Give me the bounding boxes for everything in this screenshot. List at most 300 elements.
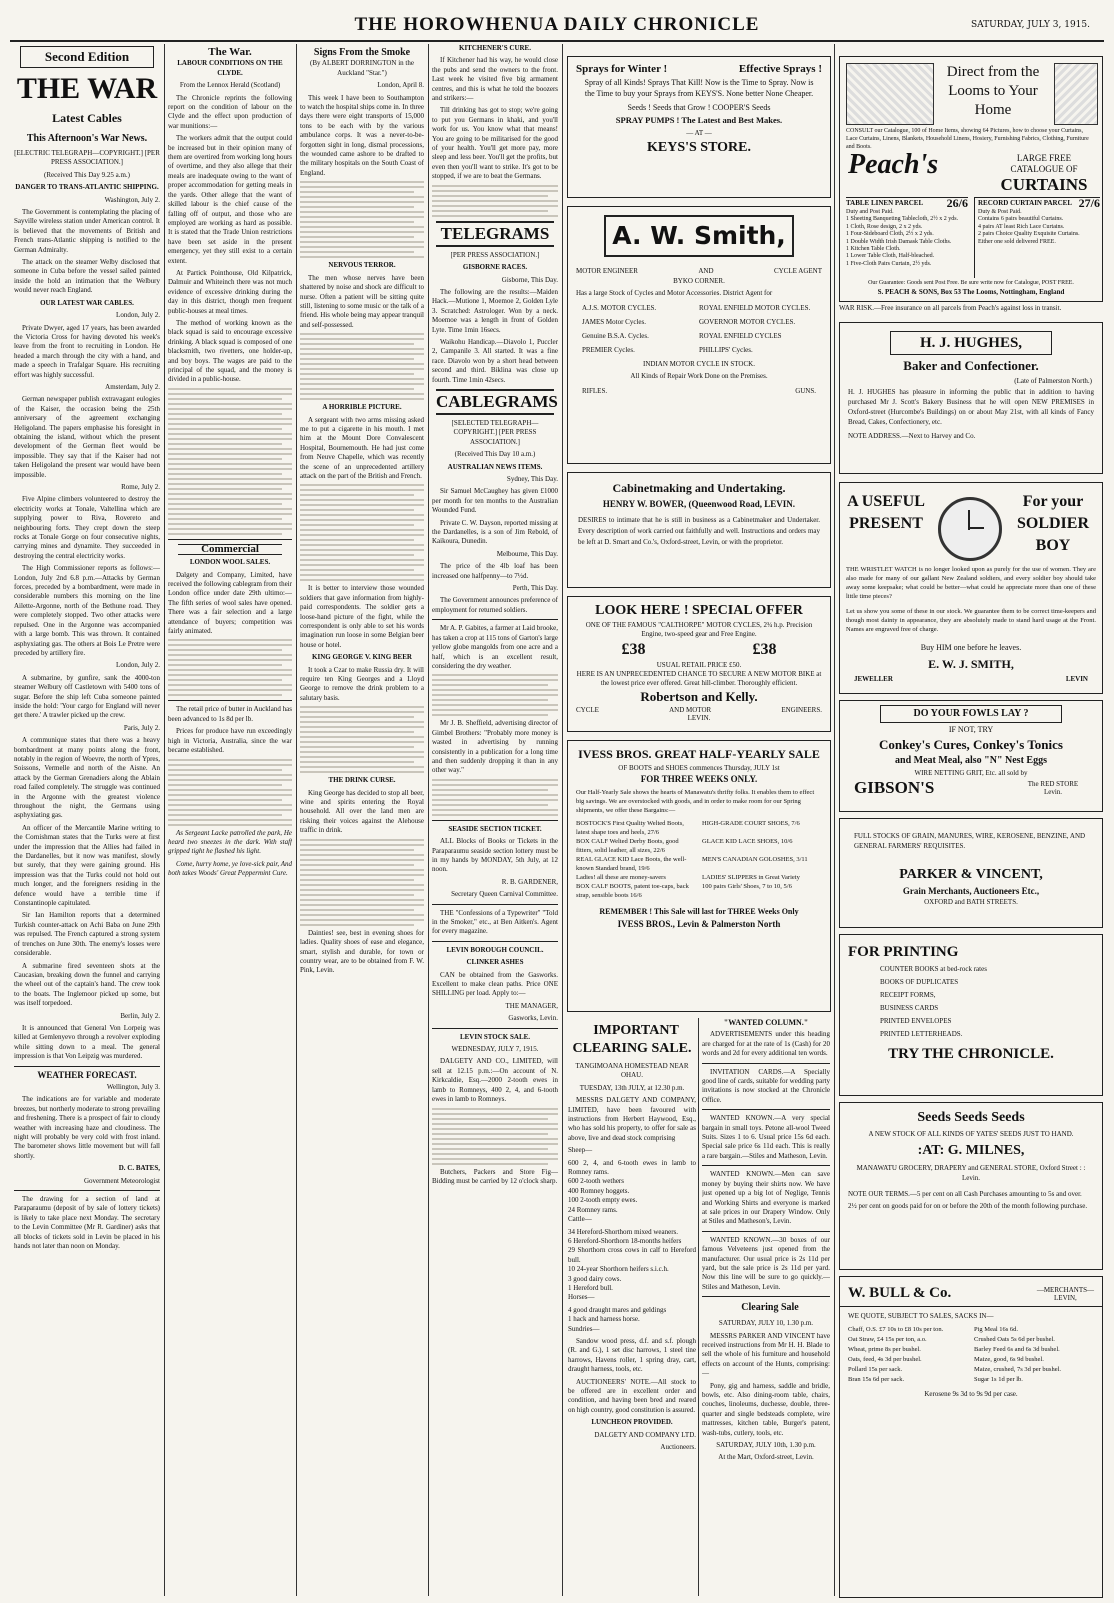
sale-location: At the Mart, Oxford-street, Levin. [718, 1453, 814, 1462]
received-time: (Received This Day 9.25 a.m.) [44, 170, 130, 179]
sale-date: SATURDAY, JULY 10th, 1.30 p.m. [716, 1441, 816, 1450]
latest-cables-heading: Latest Cables [52, 111, 122, 125]
divider [432, 820, 558, 821]
ad-text: RIFLES. [582, 387, 608, 395]
ad-text: WE QUOTE, SUBJECT TO SALES, SACKS IN— [848, 1312, 994, 1320]
ad-look-here-special [567, 596, 831, 732]
ad-heading: Effective Sprays ! [738, 63, 822, 75]
article-paragraph: The Government is contemplating the placing of Sayville wireless station under American control. It is believed that the movements of British and French trans-Atlantic shipping is notified to the German Admiralty. [14, 208, 160, 254]
stock-list [568, 1228, 696, 1294]
ad-heading: For your SOLDIER BOY [1016, 493, 1090, 554]
weather-heading: WEATHER FORECAST. [37, 1069, 137, 1080]
column-telegrams [432, 44, 558, 1596]
ad-heading: Direct from the Looms to Your Home [946, 64, 1040, 118]
ad-heading: IVESS BROS. GREAT HALF-YEARLY SALE [578, 747, 820, 761]
dateline: London, July 2. [116, 661, 160, 670]
list-item: GOVERNOR MOTOR CYCLES. [699, 318, 796, 326]
filler-text [168, 639, 292, 696]
category-label: Cattle— [568, 1215, 592, 1224]
notice-body: Butchers, Packers and Store Fig—Bidding must be carried by 12 o'clock sharp. [432, 1167, 558, 1185]
article-paragraph: The attack on the steamer Welby disclosed that someone in Cuba before the vessel sailed painted inside the hold an intimation that the Welbury would never reach England. [14, 258, 160, 295]
business-name: IVESS BROS., Levin & Palmerston North [617, 919, 781, 929]
ad-text: NOTE ADDRESS.—Next to Harvey and Co. [848, 432, 976, 440]
ad-text: MANAWATU GROCERY, DRAPERY and GENERAL STORE, Oxford Street : : Levin. [856, 1164, 1086, 1182]
sale-date: WEDNESDAY, JULY 7, 1915. [451, 1045, 539, 1054]
table-cell: BOX CALF Welted Derby Boots, good fitters, solid leather, all sizes, 22/6 [576, 838, 679, 854]
table-cell: Oats, feed, 4s 3d per bushel. [848, 1356, 922, 1363]
section-heading: GISBORNE RACES. [462, 263, 528, 272]
figure-illustration [1054, 63, 1098, 125]
list-item: 4 pairs AT least Rich Lace Curtains. [978, 223, 1065, 230]
signature-role: Secretary Queen Carnival Committee. [451, 890, 558, 899]
ad-body: FULL STOCKS OF GRAIN, MANURES, WIRE, KEROSENE, BENZINE, AND GENERAL FARMERS' REQUISITES. [854, 832, 1086, 850]
divider [14, 1066, 160, 1067]
list-item: RECEIPT FORMS, [880, 991, 936, 999]
ad-heading: Cabinetmaking and Undertaking. [612, 481, 786, 495]
ad-text: LEVIN, [1054, 1293, 1077, 1302]
article-paragraph: Private Dwyer, aged 17 years, has been awarded the Victoria Cross for having devoted his week's leave from the front to recruiting in London. He headed a march through the city with a hand, and made a speech in Trafalgar Square. His recruiting effort was highly successful. [14, 323, 160, 379]
credit-line: [PER PRESS ASSOCIATION.] [450, 250, 540, 259]
stock-list [568, 1159, 696, 1215]
section-heading: Clearing Sale [741, 1302, 799, 1314]
table-row [576, 837, 822, 855]
section-heading: A HORRIBLE PICTURE. [322, 403, 402, 412]
verse: Come, hurry home, ye love-sick pair, And both takes Woods' Great Peppermint Cure. [168, 859, 292, 878]
parcel-title: TABLE LINEN PARCEL [846, 199, 924, 207]
article-paragraph: Mr J. B. Sheffield, advertising director of Gimbel Brothers: "Probably more money is wasted in advertising by running consistently in a publication for a long time and then suddenly dropping it than in any other way." [432, 719, 558, 775]
dateline: Paris, July 2. [123, 723, 160, 732]
telegrams-banner: TELEGRAMS [436, 221, 554, 247]
article-paragraph: Private C. W. Dayson, reported missing at the Dardanelles, is a son of Jim Rebold, of Kaikoura, Dunedin. [432, 518, 558, 546]
business-name: HENRY W. BOWER, (Queenwood Road, LEVIN. [602, 499, 796, 509]
sale-date: SATURDAY, JULY 10, 1.30 p.m. [718, 1319, 814, 1328]
table-cell: Maize, crushed, 7s 3d per bushel. [974, 1366, 1062, 1373]
table-cell: Wheat, prime 8s per bushel. [848, 1346, 921, 1353]
section-heading: LABOUR CONDITIONS ON THE CLYDE. [177, 59, 283, 77]
masthead [0, 0, 1114, 40]
watch-icon [938, 497, 1002, 561]
list-item: 1 Five-Cloth Pairs Curtain, 2½ yds. [846, 260, 932, 267]
article-paragraph: Waikohu Handicap.—Diavolo 1, Puccler 2, Campanile 3. All started. It was a fine race. Diavolo won by a short head between second and third. Biklina was close up fourth. Time 1min 42secs. [432, 337, 558, 384]
table-cell: Sugar 1s 1d per lb. [974, 1376, 1023, 1383]
signature: THE MANAGER, [505, 1001, 558, 1010]
table-cell: BOX CALF BOOTS, patent toe-caps, back strap, sensible boots 16/6 [576, 883, 689, 899]
divider [702, 1063, 830, 1064]
ad-aw-smith [567, 206, 831, 464]
list-item: 24 Romney rams. [568, 1205, 618, 1214]
ad-heading: TRY THE CHRONICLE. [888, 1046, 1054, 1062]
filler-text [168, 759, 292, 826]
column-headline: The War. [208, 46, 252, 58]
price: 27/6 [1078, 196, 1100, 210]
article-paragraph: A sergeant with two arms missing asked me to put a cigarette in his mouth. I met him at the Mount Dore Convalescent Hospital, Bournemouth. He had just come from Neuve Chapelle, which was recently the scene of an unprecedented artillery attack on the part of the British and French. [300, 415, 424, 480]
table-cell: Oat Straw, £4 15s per ton, a.o. [848, 1336, 927, 1343]
ad-text: LEVIN. [687, 714, 711, 722]
section-heading: DANGER TO TRANS-ATLANTIC SHIPPING. [15, 183, 159, 192]
filler-text [300, 706, 424, 773]
table-cell: Ladies! all these are money-savers [576, 874, 666, 881]
classified-ad: INVITATION CARDS.—A Specially good line of cards, suitable for wedding party invitations is now stocked at the Chronicle Office. [702, 1067, 830, 1104]
ad-text: —MERCHANTS— [1036, 1285, 1094, 1294]
afternoon-news-heading: This Afternoon's War News. [26, 133, 148, 144]
table-cell: Chaff, O.S. £7 10s to £8 10s per ton. [848, 1326, 944, 1333]
list-item: 1 Four-Sideboard Cloth, 2½ x 2 yds. [846, 231, 934, 238]
clearing-sale-heading: IMPORTANT CLEARING SALE. [572, 1023, 692, 1056]
section-heading: THE DRINK CURSE. [328, 776, 396, 785]
price-list [840, 1321, 1102, 1389]
received-time: (Received This Day 10 a.m.) [454, 450, 536, 459]
list-item: PRINTED LETTERHEADS. [880, 1030, 963, 1038]
article-paragraph: King George has decided to stop all beer, wine and spirits entering the Royal household. All over the land men are risking their voices against the Alehouse traffic in drink. [300, 788, 424, 835]
business-name: :AT: G. MILNES, [917, 1143, 1025, 1158]
factory-illustration [846, 63, 934, 125]
article-paragraph: German newspaper publish extravagant eulogies of the Kaiser, the occasion being the 25th anniversary of the agreement exchanging Heligoland. The papers emphasise his foresight in obtaining the island, without which the present development of the German fleet would be impossible. They say that if the Kaiser had not taken Heligoland the present war would have been impossible. [14, 395, 160, 479]
article-paragraph: The method of working known as the black squad is said to encourage excessive drinking. A black squad is composed of one blacksmith, two rivetters, one holder-up, and boy boys. The wages are paid to the principal of the squad, and the money is divided in a public-house. [168, 318, 292, 384]
ad-text: WIRE NETTING GRIT, Etc. all sold by [914, 769, 1028, 777]
notice-body: CAN be obtained from the Gasworks. Excellent to make clean paths. Price ONE SHILLING per load. Apply to:— [432, 970, 558, 998]
ad-text: OF BOOTS and SHOES commences Thursday, JULY 1st [618, 764, 780, 772]
ad-text: MOTOR ENGINEER [576, 267, 638, 275]
classified-ad: WANTED KNOWN.—30 boxes of our famous Velveteens just opened from the manufacturer. Our usual price is 2s 11d per yard, but the sale price is 2s 11d per yard. Now this line will be sure to go quickly.—Stiles and Matheson, Levin. [702, 1235, 830, 1291]
table-cell: GLACE KID LACE SHOES, 10/6 [702, 838, 793, 845]
notice-body: Pony, gig and harness, saddle and bridle, bowls, etc. Also dining-room table, chairs, couches, linoleums, duchesse, double, three-quarter and single bedsteads complete, wire mattresses, kitchen table, Burger's patent, wash-tubs, cutlery, tools, etc. [702, 1381, 830, 1437]
table-cell: Crushed Oats 5s 6d per bushel. [974, 1336, 1055, 1343]
ad-text: AND MOTOR [669, 706, 712, 714]
list-item: Genuine B.S.A. Cycles. [582, 332, 649, 340]
ad-text: Our Guarantee: Goods sent Post Free. Be sure write now for Catalogue, POST FREE. [868, 280, 1074, 286]
list-item: 1 hack and harness horse. [568, 1315, 640, 1324]
print-services-list [840, 963, 1102, 1041]
byline: (By ALBERT DORRINGTON in the Auckland "Star.") [310, 59, 414, 77]
stock-list [568, 1306, 696, 1325]
issue-date: SATURDAY, JULY 3, 1915. [971, 20, 1090, 30]
article-paragraph: Sir Ian Hamilton reports that a determined Turkish counter-attack on Achi Baba on June 29th was repulsed. The French captured a strong system of trenches on June 30th. The enemy's losses were considerable. [14, 911, 160, 958]
classified-ad: WANTED KNOWN.—A very special bargain in small toys. Petone all-wool Tweed Suits. Sizes 1 to 6. Usual price 15s 6d each. Special sale price 6s 11d each. This is really a rare bargain.—Stiles and Matheson, Levin. [702, 1114, 830, 1160]
table-row [848, 1335, 1094, 1345]
article-paragraph: The retail price of butter in Auckland has been advanced to 1s 8d per lb. [168, 705, 292, 723]
list-item: 1 Hereford bull. [568, 1283, 613, 1292]
ad-peach-curtains [839, 56, 1103, 302]
column-rule [428, 44, 429, 1596]
table-row [576, 873, 822, 882]
filler-text [432, 1108, 558, 1165]
list-item: 1 Kitchen Table Cloth. [846, 246, 901, 253]
article-paragraph: The High Commissioner reports as follows:—London, July 2nd 6.8 p.m.—Attacks by German forces, preceded by a bombardment, were made in considerable numbers this morning on the line Ailette-Argonne, north of the Bethune road. They were completely stopped. Two other attacks were repulsed. One in the Argonne was accompanied with a large bomb. This was thrown. It contained asphyxiating gas. The others at Bois Le Pretre were preceded by artillery fire. [14, 564, 160, 657]
article-paragraph: It is announced that General Von Lorpeig was killed at Gemlenyevo through a revolver exploding while sitting down to a meal. The general impression is that Von Leipzig was murdered. [14, 1023, 160, 1061]
newspaper-title: THE HOROWHENUA DAILY CHRONICLE [354, 14, 760, 35]
ad-body: Let us show you some of these in our stock. We guarantee them to be correct time-keepers and though most dainty in appearance, they are absolutely made to stand hard usage at the Front. Names are engraved free of charge. [846, 608, 1096, 633]
ad-heading: DO YOUR FOWLS LAY ? [880, 705, 1062, 723]
business-name: H. J. HUGHES, [890, 331, 1052, 355]
section-heading: "WANTED COLUMN." [723, 1018, 809, 1027]
column-war-news [14, 44, 160, 1596]
column-rule [164, 44, 165, 1596]
filler-text [300, 839, 424, 926]
sale-location: TANGIMOANA HOMESTEAD NEAR OHAU. [575, 1062, 689, 1080]
notice-body: DALGETY AND CO., LIMITED, will sell at 12.15 p.m.:—On account of N. Kirkcaldie, Esq.—2000 2-tooth ewes in lamb to Romneys, 400 2, 4, and 6-tooth ewes in lamb to Romneys. [432, 1057, 558, 1104]
table-row [848, 1355, 1094, 1365]
article-paragraph: Five Alpine climbers volunteered to destroy the electricity works at Tonale, Valtellina which are supplying power to Riva, Rovereto and neighbouring forts. They crept down the steep rocks at Tonale Gorge on four consecutive nights, carrying mines and dynamite. They succeeded in destroying the central electricity works. [14, 495, 160, 560]
filler-text [432, 779, 558, 816]
ad-heading: Sprays for Winter ! [576, 63, 668, 75]
ad-text: FOR THREE WEEKS ONLY. [640, 774, 758, 784]
ad-body: Has a large Stock of Cycles and Motor Accessories. District Agent for [576, 289, 773, 297]
ad-bower-cabinetmaking [567, 472, 831, 588]
ad-text: Kerosene 9s 3d to 9s 9d per case. [924, 1390, 1018, 1398]
list-item: 4 good draught mares and geldings [568, 1305, 667, 1314]
ad-ivess-sale [567, 740, 831, 1012]
divider [840, 1306, 1102, 1307]
section-heading: OUR LATEST WAR CABLES. [40, 298, 134, 307]
ad-text: JEWELLER [854, 675, 893, 683]
parcel-sub: Duty and Post Paid. [846, 209, 894, 215]
list-item: 29 Shorthorn cross cows in calf to Hereford bull. [568, 1246, 696, 1264]
table-cell: HIGH-GRADE COURT SHOES, 7/6 [702, 820, 800, 827]
ad-heading: A USEFUL PRESENT [847, 493, 925, 532]
signature-role: Government Meteorologist [83, 1176, 160, 1185]
list-item: BUSINESS CARDS [880, 1004, 939, 1012]
price: £38 [752, 641, 777, 658]
dateline: London, July 2. [116, 311, 160, 320]
credit-line: [ELECTRIC TELEGRAPH—COPYRIGHT.] [PER PRESS ASSOCIATION.] [14, 149, 160, 167]
ad-keys-sprays [567, 56, 831, 198]
divider [702, 1231, 830, 1232]
column-rule [562, 44, 563, 1596]
list-item: PRINTED ENVELOPES [880, 1017, 952, 1025]
filler-text [168, 388, 292, 535]
parcel-sub: Duty & Post Paid. [978, 209, 1022, 215]
table-linen-parcel [846, 197, 968, 278]
price: 26/6 [946, 196, 968, 210]
parcel-items [846, 216, 968, 268]
article-paragraph: Prices for produce have run exceedingly high in Victoria, Australia, since the war became established. [168, 727, 292, 755]
notice-body: THE "Confessions of a Typewriter" "Told in the Smoker," etc., at Ben Aitken's. Agent for every magazine. [432, 908, 558, 936]
article-paragraph: Dainties! see, best in evening shoes for ladies. Quality shoes of ease and elegance, smart, stylish and durable, for town or country wear, are to be obtained from F. W. Pink, Levin. [300, 928, 424, 975]
signature: R. B. GARDENER, [501, 877, 558, 886]
ad-w-bull [839, 1276, 1103, 1598]
list-item: 1 Sheeting Banqueting Tablecloth, 2½ x 2 yds. [846, 216, 959, 223]
list-item: 1 Double Width Irish Damask Table Cloths. [846, 238, 952, 245]
verse: As Sergeant Lacke patrolled the park, He heard two sneezes in the dark. With staff gripped tight he flashed his light. [168, 828, 292, 856]
article-paragraph: Till drinking has got to stop; we're going to put you Germans in khaki, and you'll work for us. You know what that means! You are going to be militarised for the good of your health. You'll get more pay, more sleep and less beer. You'll get the profits, but even then you'll want to strike. It's got to be stopped, if we are to beat the Germans. [432, 106, 558, 181]
notice-body: AUCTIONEERS' NOTE.—All stock to be offered are in excellent order and condition, and having been bred and reared on high country, good constitution is assured. [568, 1377, 696, 1414]
signature: DALGETY AND COMPANY LTD. [594, 1430, 696, 1439]
list-item: 1 Cloth, Rose design, 2 x 2 yds. [846, 223, 923, 230]
dateline: Washington, July 2. [104, 195, 160, 204]
ad-hughes-baker [839, 322, 1103, 474]
ad-body: Spray of all Kinds! Sprays That Kill! Now is the Time to Spray. Now is the Time to buy your Sprays from KEYS'S. None better None Cheaper. [584, 78, 814, 98]
ad-milnes-seeds [839, 1102, 1103, 1270]
list-item: 400 Romney hoggets. [568, 1186, 630, 1195]
column-clyde-labour [168, 44, 292, 1596]
ad-text: 2½ per cent on goods paid for on or before the 20th of the month following purchase. [848, 1202, 1088, 1210]
article-paragraph: The following are the results:—Maiden Hack.—Mutione 1, Moemoe 2, Golden Lyle 3. Scratched: Astrologer. Won by a neck. Moemoe was a length in front of Golden Lyte. Time 1min 16secs. [432, 287, 558, 334]
ad-printing [839, 934, 1103, 1096]
section-heading: NERVOUS TERROR. [328, 261, 396, 270]
divider [432, 904, 558, 905]
ad-text [1037, 1286, 1094, 1302]
credit-line: [SELECTED TELEGRAPH—COPYRIGHT.] [PER PRESS ASSOCIATION.] [451, 418, 539, 446]
ad-body: A NEW STOCK OF ALL KINDS OF YATES' SEEDS JUST TO HAND. [868, 1130, 1074, 1138]
ad-text: OXFORD and BATH STREETS. [924, 898, 1018, 906]
sale-date: TUESDAY, 13th JULY, at 12.30 p.m. [579, 1083, 685, 1092]
ad-text: USUAL RETAIL PRICE £50. [656, 661, 742, 669]
divider [432, 619, 558, 620]
table-cell: BOSTOCK'S First Quality Welted Boots, latest shape toes and heels, 27/6 [576, 820, 684, 836]
table-cell: 100 pairs Girls' Shoes, 7 to 10, 5/6 [702, 883, 792, 890]
article-paragraph: The price of the 4lb loaf has been increased one halfpenny—to 7½d. [432, 562, 558, 580]
commercial-heading: Commercial [178, 544, 282, 555]
list-item: 100 2-tooth empty ewes. [568, 1196, 638, 1205]
divider [702, 1296, 830, 1297]
dateline: Amsterdam, July 2. [105, 382, 160, 391]
notice-body: Sandow wood press, d.f. and s.f. plough (R. and G.), 1 set disc harrows, 1 steel tine harrows, Havens roller, 1 spring dray, cart, draught harness, tools, etc. [568, 1336, 696, 1374]
table-cell: REAL GLACE KID Lace Boots, the well-known Standard brand, 19/6 [576, 856, 687, 872]
divider [14, 1190, 160, 1191]
ad-text: Grain Merchants, Auctioneers Etc., [902, 886, 1040, 896]
ad-body: Our Half-Yearly Sale shows the hearts of Manawatu's thrifty folks. It enables them to effect big savings. We are overstocked with goods, and in order to make room for our Spring shipments, we offer these Bargains:— [576, 789, 815, 814]
ad-text: (Late of Palmerston North.) [1014, 377, 1092, 385]
ad-text: INDIAN MOTOR CYCLE IN STOCK. [643, 360, 755, 368]
list-item: Contains 6 pairs beautiful Curtains. [978, 216, 1064, 223]
product-list [568, 301, 830, 357]
table-row [848, 1345, 1094, 1355]
ad-text: IF NOT, TRY [948, 725, 994, 734]
list-item: ROYAL ENFIELD CYCLES [699, 332, 782, 340]
article-paragraph: A submarine fired seventeen shots at the Caucasian, breaking down the funnel and carrying the wheel out of the captain's hand. The crew took to the boats. The Inglemoor picked up some, but was itself torpedoed. [14, 961, 160, 1008]
ad-text: LARGE FREE CATALOGUE OF [1010, 153, 1078, 174]
column-headline: Signs From the Smoke [313, 47, 411, 58]
ad-body: SPRAY PUMPS ! The Latest and Best Makes. [615, 115, 783, 125]
article-paragraph: Mr A. P. Gabites, a farmer at Laid brooke, has taken a crop at 115 tons of Garton's large yellow globe mangolds from one acre and a half, which is an excellent result, considering the dry weather. [432, 624, 558, 670]
dateline: Perth, This Day. [512, 584, 558, 593]
classified-ad: WANTED KNOWN.—Men can save money by buying their shirts now. We have just opened up a big lot of Neglige, Tennis and Working Shirts and everyone is marked at sale prices in our Drapery Window. Only at Stiles and Matheson's, Levin. [702, 1170, 830, 1226]
article-paragraph: This week I have been to Southampton to watch the hospital ships come in. In three days there were eight transports of 15,000 tons to be each with by the various ambulance corps. It was a never-to-be-forgotten sight in long, dismal processions, the wounded came ashore to be drafted to the military hospitals on the South Coast of England. [300, 93, 424, 177]
list-item: 10 24-year Shorthorn heifers s.i.c.h. [568, 1265, 669, 1274]
ad-body: H. J. HUGHES has pleasure in informing the public that in addition to having purchased Mr J. Scott's Bakery Business that he will open NEW PREMISES in Oxford-street (Hurcombe's Buildings) on or about May 21st, with all kinds of Fancy Bread, Cakes, Confectionery, etc. [848, 388, 1094, 426]
category-label: Horses— [568, 1293, 595, 1302]
table-cell: Pollard 15s per sack. [848, 1366, 903, 1373]
list-item: BOOKS OF DUPLICATES [880, 978, 959, 986]
table-cell: Barley Feed 6s and 6s 3d bushel. [974, 1346, 1060, 1353]
cablegrams-banner: CABLEGRAMS [436, 389, 554, 415]
ad-heading: LOOK HERE ! SPECIAL OFFER [595, 603, 803, 618]
article-paragraph: The indications are for variable and moderate breezes, but northerly moderate to strong prevailing and freshening. There is a prospect of fair to cloudy weather with increasing haze and cloudiness. The night will probably be very cold with frost inland. The barometer shows little movement but will fall shortly. [14, 1095, 160, 1160]
article-paragraph: The men whose nerves have been shattered by noise and shock are difficult to nurse. Often a patient will be sitting quite still, listening to some music or the talk of a friend. His whole being may appear tranquil and self-possessed. [300, 273, 424, 329]
list-item: ROYAL ENFIELD MOTOR CYCLES. [699, 304, 811, 312]
dateline: Rome, July 2. [121, 483, 160, 491]
ad-parker-vincent [839, 818, 1103, 928]
signature-role: Gasworks, Levin. [508, 1014, 558, 1023]
column-signs-smoke [300, 44, 424, 1596]
table-row [848, 1325, 1094, 1335]
divider [432, 941, 558, 942]
table-row [848, 1365, 1094, 1375]
table-row [848, 1375, 1094, 1385]
ad-gibsons-conkeys [839, 700, 1103, 812]
table-cell: LADIES' SLIPPERS in Great Variety [702, 874, 800, 881]
ad-at: — AT — [686, 129, 712, 137]
ad-text: The RED STORE Levin. [1027, 780, 1079, 796]
ad-text: GUNS. [795, 387, 816, 395]
section-heading: LEVIN STOCK SALE. [459, 1032, 531, 1041]
business-name: E. W. J. SMITH, [928, 657, 1014, 671]
source-line: From the Lennox Herald (Scotland) [179, 81, 281, 90]
list-item: 2 pairs Choice Quality Exquisite Curtains. [978, 231, 1080, 238]
ad-heading: Baker and Confectioner. [903, 358, 1039, 373]
ad-body: DESIRES to intimate that he is still in business as a Cabinetmaker and Undertaker. Every description of work carried out faithfully and well. Instructions and orders may be left at D. Smart and Co.'s, Oxford-street, Levin, or with the proprietor. [578, 516, 820, 546]
article-paragraph: An officer of the Mercantile Marine writing to the Cornishman states that the Turks were at first under the impression that the Allies had failed in the Dardanelles, but it now was manifest, slowly but surely, that they were gaining ground. His impression was that the Turks could not hold out much longer, and the foreigners residing in the defence would have a terrible time if Constantinople capitulated. [14, 823, 160, 908]
second-edition-label: Second Edition [20, 46, 154, 68]
list-item: COUNTER BOOKS at bed-rock rates [880, 965, 987, 973]
business-name: A. W. Smith, [604, 215, 794, 257]
table-row [576, 819, 822, 837]
ad-heading: Seeds Seeds Seeds [917, 1110, 1025, 1125]
ad-body: ONE OF THE FAMOUS "CALTHORPE" MOTOR CYCLES, 2¾ h.p. Precision Engine, two-speed gear and Free Engine. [585, 621, 813, 638]
dateline: Wellington, July 3. [106, 1082, 160, 1091]
ad-body: CONSULT our Catalogue, 100 of Home Items, showing 64 Pictures, how to choose your Curtains, Lace Curtains, Linens, Blankets, Household Linens, Hosiery, Furnishing Fabrics, Clothing, Furniture and Boots. [846, 128, 1089, 150]
dateline: Melbourne, This Day. [496, 549, 558, 558]
ad-text: REMEMBER ! This Sale will last for THREE Weeks Only [599, 907, 799, 916]
table-cell: Maize, good, 6s 9d bushel. [974, 1356, 1044, 1363]
war-headline: THE WAR [16, 72, 158, 105]
filler-text [300, 484, 424, 581]
divider [432, 1028, 558, 1029]
ad-text: Buy HIM one before he leaves. [920, 643, 1022, 652]
list-item: 600 2, 4, and 6-tooth ewes in lamb to Romney rams. [568, 1158, 696, 1177]
notice-body: MESSRS DALGETY AND COMPANY, LIMITED, have been favoured with instructions from Herbert Haywood, Esq., who has sold his property, to offer for sale as above, live and dead stock comprising [568, 1096, 696, 1142]
article-paragraph: The drawing for a section of land at Paraparaumu (deposit of by sale of lottery tickets) is likely to take place next Monday. The secretary to the Levin Committee (Mr R. Gardiner) asks that all blocks of tickets sold in Levin be placed in his hands not later than noon on Monday. [14, 1195, 160, 1251]
article-paragraph: The Government announces preference of employment for returned soldiers. [432, 596, 558, 614]
article-paragraph: At Partick Pointhouse, Old Kilpatrick, Dalmuir and Whiteinch there was not much evidence of excessive drinking during the day in this district, though men frequent public-houses at meal times. [168, 268, 292, 315]
article-paragraph: The Chronicle reprints the following report on the condition of labour on the Clyde and the effect upon production of war munitions:— [168, 93, 292, 130]
business-name: PARKER & VINCENT, [899, 867, 1043, 882]
list-item: PHILLIPS' Cycles. [699, 346, 753, 354]
sale-items [568, 817, 830, 902]
column-rule [296, 44, 297, 1596]
article-paragraph: Dalgety and Company, Limited, have received the following cablegram from their London office under date 29th ultimo:—The fifth series of wool sales have opened. There was a fair selection and a large attendance of buyers; competition was fairly animated. [168, 570, 292, 636]
table-cell: MEN'S CANADIAN GOLOSHES, 3/11 [702, 856, 808, 863]
divider [702, 1109, 830, 1110]
business-name: W. BULL & Co. [848, 1285, 952, 1301]
table-cell: Bran 15s 6d per sack. [848, 1376, 905, 1383]
notice-body: ALL Blocks of Books or Tickets in the Paraparaumu seaside section lottery must be in my hands by MONDAY, 5th July, at 12 noon. [432, 837, 558, 874]
notice-body: MESSRS PARKER AND VINCENT have received instructions from Mr H. H. Blade to sell the whole of his furniture and household effects on account of the Hunts, comprising:— [702, 1331, 830, 1378]
list-item: 6 Hereford-Shorthorn 18-months heifers [568, 1236, 682, 1245]
column-wanted [702, 1018, 830, 1596]
ad-text: BYKO CORNER. [673, 277, 725, 285]
signature-role: Auctioneers. [660, 1443, 696, 1452]
list-item: JAMES Motor Cycles. [582, 318, 646, 326]
section-heading: KING GEORGE V. KING BEER [312, 653, 412, 662]
ad-text: CYCLE AGENT [773, 267, 822, 275]
list-item: Either one sold delivered FREE. [978, 238, 1056, 245]
filler-text [432, 185, 558, 217]
notice-body: ADVERTISEMENTS under this heading are charged for at the rate of 1s (Cash) for 20 words and 2d for every additional ten words. [702, 1030, 830, 1058]
store-name: KEYS'S STORE. [646, 140, 751, 155]
section-heading: KITCHENER'S CURE. [459, 44, 531, 52]
column-rule [698, 1018, 699, 1596]
divider [702, 1165, 830, 1166]
parcel-items [978, 216, 1100, 246]
column-rule [834, 44, 835, 1596]
ad-heading: FOR PRINTING [848, 944, 959, 960]
ad-body: Seeds ! Seeds that Grow ! COOPER'S Seeds [627, 103, 771, 112]
price: £38 [621, 641, 646, 658]
ad-text: LEVIN [1065, 675, 1088, 683]
ad-text: CYCLE [576, 706, 599, 714]
ad-body: THE WRISTLET WATCH is no longer looked upon as purely for the use of women. They are also made for many of our gallant New Zealand soldiers, and every soldier boy should take away some keepsake; what could be better—what could he appreciate more than one of these little time pieces? [846, 566, 1096, 600]
